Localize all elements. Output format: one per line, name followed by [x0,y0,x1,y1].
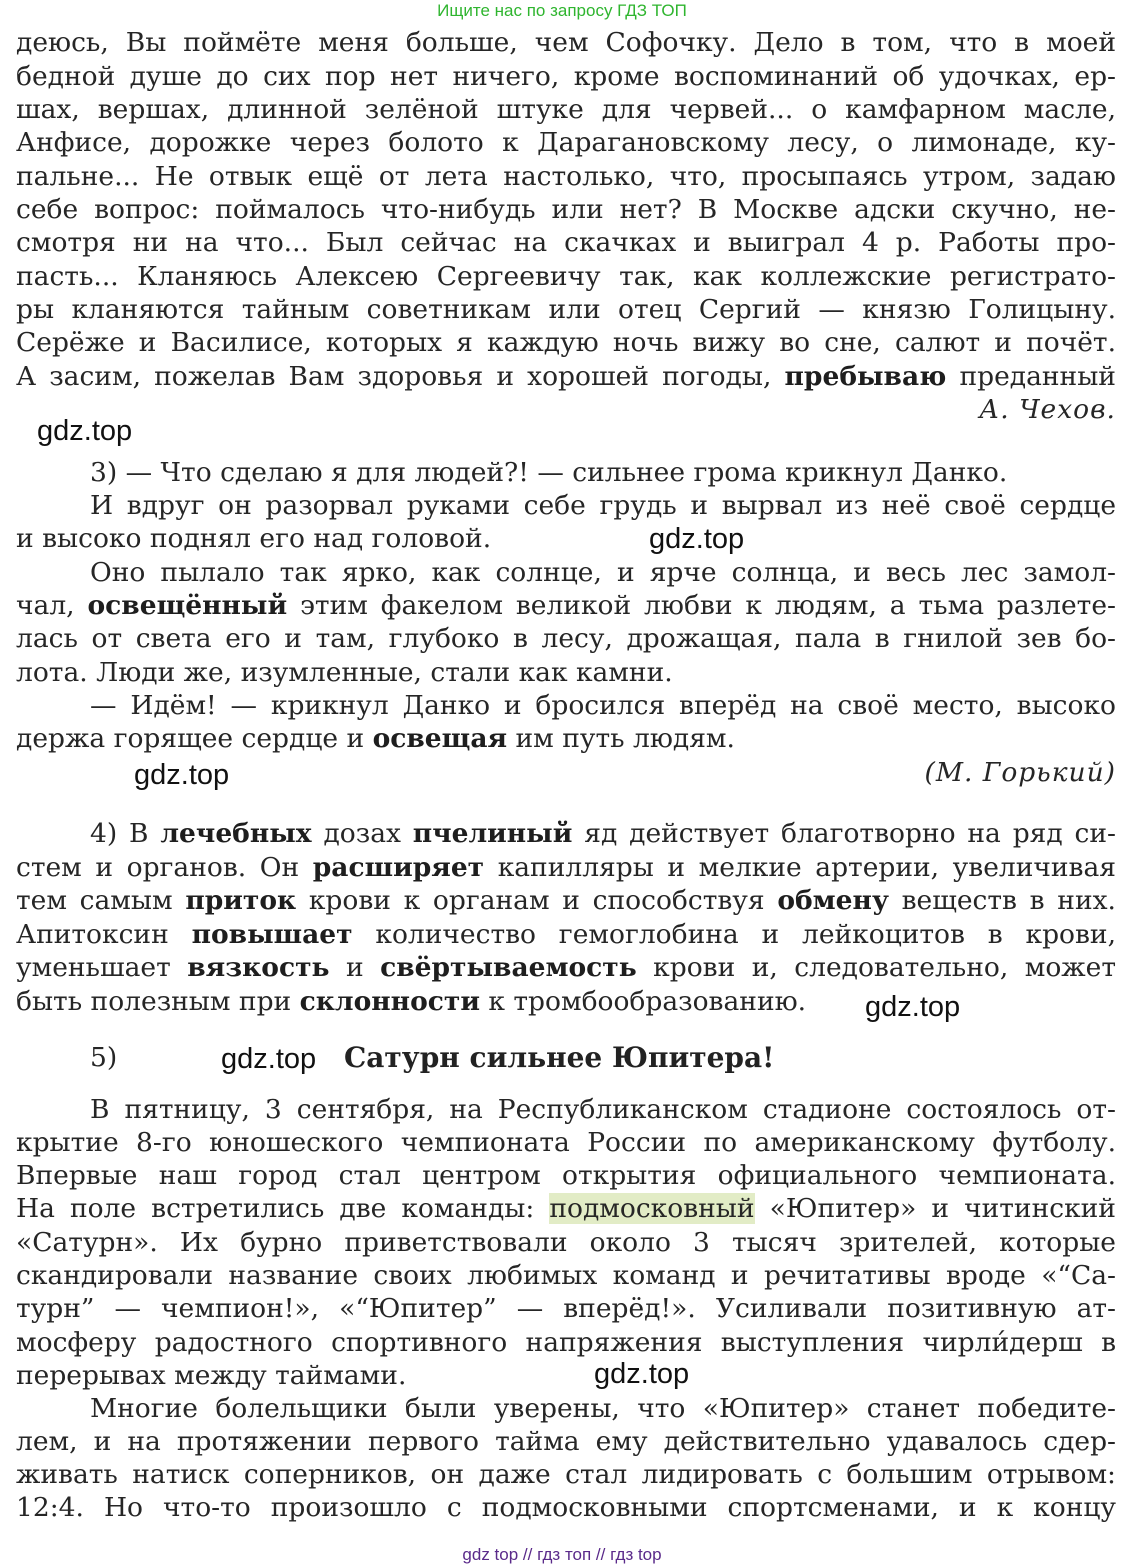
bold-word: лечебных [160,818,312,849]
watermark: gdz.top [134,759,230,791]
section4-line: тем самым приток крови к органам и способствуя обмену веществ в них. [16,885,1116,916]
section3-line: лась от света его и там, глубоко в лесу, дрожащая, пала в гнилой зев бо- [16,623,1116,654]
letter-closing-line: А засим, пожелав Вам здоровья и хорошей погоды, пребываю преданный [16,361,1116,392]
letter-author: А. Чехов. [979,394,1116,425]
section5-line: живать натиск соперников, он даже стал лидировать с большим отрывом: [16,1459,1116,1490]
section4-line: Апитоксин повышает количество гемоглобина и лейкоцитов в крови, [16,919,1116,950]
letter-line: ры кланяются тайным советникам или отец Сергий — князю Голицыну. [16,294,1116,325]
bold-word: приток [185,885,297,916]
bold-word: вязкость [187,952,330,983]
watermark: gdz.top [594,1358,690,1390]
letter-line: бедной душе до сих пор нет ничего, кроме воспоминаний об удочках, ер- [16,61,1116,92]
section4-line: 4) В лечебных дозах пчелиный яд действует благотворно на ряд си- [90,818,1116,849]
section5-line: крытие 8-го юношеского чемпионата России по американскому футболу. [16,1127,1116,1158]
section3-line: и высоко поднял его над головой. [16,523,492,554]
letter-line: смотря ни на что... Был сейчас на скачках и выиграл 4 р. Работы про- [16,227,1116,258]
letter-line: Серёже и Василисе, которых я каждую ночь вижу во сне, салют и почёт. [16,327,1116,358]
section3-line: — Идём! — крикнул Данко и бросился вперёд на своё место, высоко [90,690,1116,721]
bold-word: пчелиный [412,818,573,849]
section5-line: мосферу радостного спортивного напряжения выступления чирли́дерш в [16,1327,1116,1358]
section3-line: чал, освещённый этим факелом великой любви к людям, а тьма разлете- [16,590,1116,621]
bold-word: склонности [299,986,480,1017]
section3-author: (М. Горький) [924,757,1116,788]
watermark: gdz.top [221,1043,317,1075]
section5-line: В пятницу, 3 сентября, на Республиканском стадионе состоялось от- [90,1094,1116,1125]
letter-line: Анфисе, дорожке через болото к Дарагановскому лесу, о лимонаде, ку- [16,127,1116,158]
section5-line: лем, и на протяжении первого тайма ему действительно удавалось сдер- [16,1426,1116,1457]
section3-line: лота. Люди же, изумленные, стали как камни. [16,657,673,688]
section3-line: держа горящее сердце и освещая им путь людям. [16,723,735,754]
section5-number: 5) [90,1042,118,1073]
top-search-banner[interactable]: Ищите нас по запросу ГДЗ ТОП [437,1,687,20]
section3-line: Оно пылало так ярко, как солнце, и ярче солнца, и весь лес замол- [90,557,1116,588]
section5-line: Многие болельщики были уверены, что «Юпитер» станет победите- [90,1393,1116,1424]
section5-line: 12:4. Но что-то произошло с подмосковными спортсменами, и к концу [16,1492,1116,1523]
bold-word: освещённый [87,590,288,621]
watermark: gdz.top [649,523,745,555]
watermark: gdz.top [865,991,961,1023]
letter-line: себе вопрос: поймалось что-нибудь или нет? В Москве адски скучно, не- [16,194,1116,225]
bold-word: освещая [372,723,508,754]
bold-word: расширяет [312,852,485,883]
letter-line: пасть... Кланяюсь Алексею Сергеевичу так, как коллежские регистрато- [16,261,1116,292]
watermark: gdz.top [37,415,133,447]
section4-line: уменьшает вязкость и свёртываемость крови и, следовательно, может [16,952,1117,983]
section5-line: Впервые наш город стал центром открытия официального чемпионата. [16,1160,1116,1191]
section3-line: И вдруг он разорвал руками себе грудь и вырвал из неё своё сердце [90,490,1116,521]
bottom-site-banner[interactable]: gdz top // гдз топ // гдз top [462,1545,662,1564]
section5-title: Сатурн сильнее Юпитера! [344,1041,775,1074]
bold-word: свёртываемость [380,952,637,983]
bold-word: повышает [191,919,353,950]
section3-line: 3) — Что сделаю я для людей?! — сильнее грома крикнул Данко. [90,457,1008,488]
section4-line: стем и органов. Он расширяет капилляры и мелкие артерии, увеличивая [16,852,1116,883]
bold-word: обмену [777,885,889,916]
section5-line: «Сатурн». Их бурно приветствовали около 3 тысяч зрителей, которые [16,1227,1116,1258]
bold-word: пребываю [784,361,947,392]
section5-line: перерывах между таймами. [16,1360,407,1391]
section5-line: скандировали название своих любимых команд и речитативы вроде «“Са- [16,1260,1116,1291]
highlighted-word: подмосковный [549,1193,755,1224]
letter-line: шах, вершах, длинной зелёной штуке для червей... о камфарном масле, [16,94,1116,125]
section5-line: турн” — чемпион!», «“Юпитер” — вперёд!». Усиливали позитивную ат- [16,1293,1116,1324]
section4-line: быть полезным при склонности к тромбообразованию. [16,986,807,1017]
section5-line: На поле встретились две команды: подмосковный «Юпитер» и читинский [16,1193,1116,1224]
letter-line: пальне... Не отвык ещё от лета настолько, что, просыпаясь утром, задаю [16,161,1116,192]
letter-line: деюсь, Вы поймёте меня больше, чем Софочку. Дело в том, что в моей [16,27,1116,58]
